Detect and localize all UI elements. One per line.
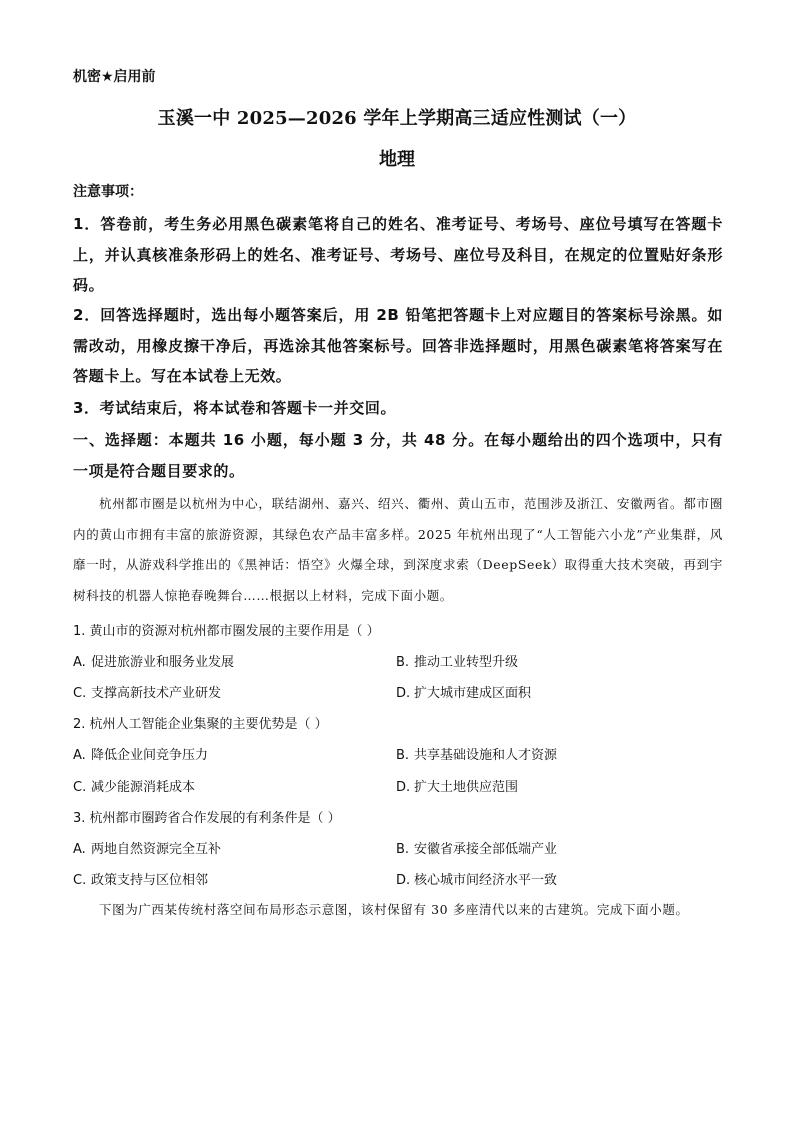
notice-heading: 注意事项： <box>73 184 143 200</box>
option-label: C. <box>73 686 87 701</box>
notice-item-2: 2．回答选择题时，选出每小题答案后，用 2B 铅笔把答题卡上对应题目的答案标号涂黑。如需改动，用橡皮擦干净后，再选涂其他答案标号。回答非选择题时，用黑色碳素笔将答案写在答题卡上。写在本试卷上无效。 <box>73 306 723 385</box>
option-text: 安徽省承接全部低端产业 <box>414 842 558 857</box>
passage-hangzhou: 杭州都市圈是以杭州为中心，联结湖州、嘉兴、绍兴、衢州、黄山五市，范围涉及浙江、安徽两省。都市圈内的黄山市拥有丰富的旅游资源，其绿色农产品丰富多样。2025 年杭州出现了“人工智能六小龙”产业集群，风靡一时，从游戏科学推出的《黑神话：悟空》火爆全球，到深度求索（DeepSeek）取得重大技术突破，再到宇树科技的机器人惊艳春晚舞台……根据以上材料，完成下面小题。 <box>73 496 723 603</box>
option-label: D. <box>396 873 411 888</box>
exam-title: 玉溪一中 2025—2026 学年上学期高三适应性测试（一） <box>157 108 637 129</box>
option-label: A. <box>73 655 86 670</box>
confidential-label: 机密★启用前 <box>73 69 156 85</box>
option-text: 核心城市间经济水平一致 <box>414 873 558 888</box>
option-label: B. <box>396 748 410 763</box>
passage-village: 下图为广西某传统村落空间布局形态示意图，该村保留有 30 多座清代以来的古建筑。完成下面小题。 <box>99 902 689 917</box>
option-label: D. <box>396 780 411 795</box>
question-2-option-d[interactable] <box>396 776 518 795</box>
option-text: 共享基础设施和人才资源 <box>414 748 558 763</box>
option-text: 支撑高新技术产业研发 <box>91 686 222 701</box>
option-text: 降低企业间竞争压力 <box>91 748 209 763</box>
section-heading: 一、选择题：本题共 16 小题，每小题 3 分，共 48 分。在每小题给出的四个选项中，只有一项是符合题目要求的。 <box>73 431 723 480</box>
subject-title: 地理 <box>379 149 415 170</box>
question-3-option-b[interactable] <box>396 838 557 857</box>
question-3-option-c[interactable] <box>73 869 208 888</box>
question-3-option-a[interactable] <box>73 838 221 857</box>
option-text: 促进旅游业和服务业发展 <box>91 655 235 670</box>
option-text: 减少能源消耗成本 <box>91 780 196 795</box>
option-label: C. <box>73 873 87 888</box>
question-1-option-c[interactable] <box>73 682 221 701</box>
option-text: 两地自然资源完全互补 <box>91 842 222 857</box>
question-3-stem: 3. 杭州都市圈跨省合作发展的有利条件是（ ） <box>73 811 341 826</box>
option-text: 扩大土地供应范围 <box>414 780 519 795</box>
option-label: B. <box>396 842 410 857</box>
question-1-stem: 1. 黄山市的资源对杭州都市圈发展的主要作用是（ ） <box>73 624 380 639</box>
question-2-option-a[interactable] <box>73 744 208 763</box>
question-2-option-c[interactable] <box>73 776 195 795</box>
question-2-option-b[interactable] <box>396 744 557 763</box>
notice-item-1: 1．答卷前，考生务必用黑色碳素笔将自己的姓名、准考证号、考场号、座位号填写在答题卡上，并认真核准条形码上的姓名、准考证号、考场号、座位号及科目，在规定的位置贴好条形码。 <box>73 215 723 294</box>
question-3-option-d[interactable] <box>396 869 557 888</box>
question-1-option-d[interactable] <box>396 682 531 701</box>
question-2-stem: 2. 杭州人工智能企业集聚的主要优势是（ ） <box>73 717 328 732</box>
option-label: C. <box>73 780 87 795</box>
question-1-option-b[interactable] <box>396 651 518 670</box>
option-text: 政策支持与区位相邻 <box>91 873 209 888</box>
option-text: 推动工业转型升级 <box>414 655 519 670</box>
question-1-option-a[interactable] <box>73 651 234 670</box>
option-label: D. <box>396 686 411 701</box>
option-text: 扩大城市建成区面积 <box>414 686 532 701</box>
option-label: A. <box>73 748 86 763</box>
option-label: A. <box>73 842 86 857</box>
option-label: B. <box>396 655 410 670</box>
notice-item-3: 3．考试结束后，将本试卷和答题卡一并交回。 <box>73 399 397 417</box>
